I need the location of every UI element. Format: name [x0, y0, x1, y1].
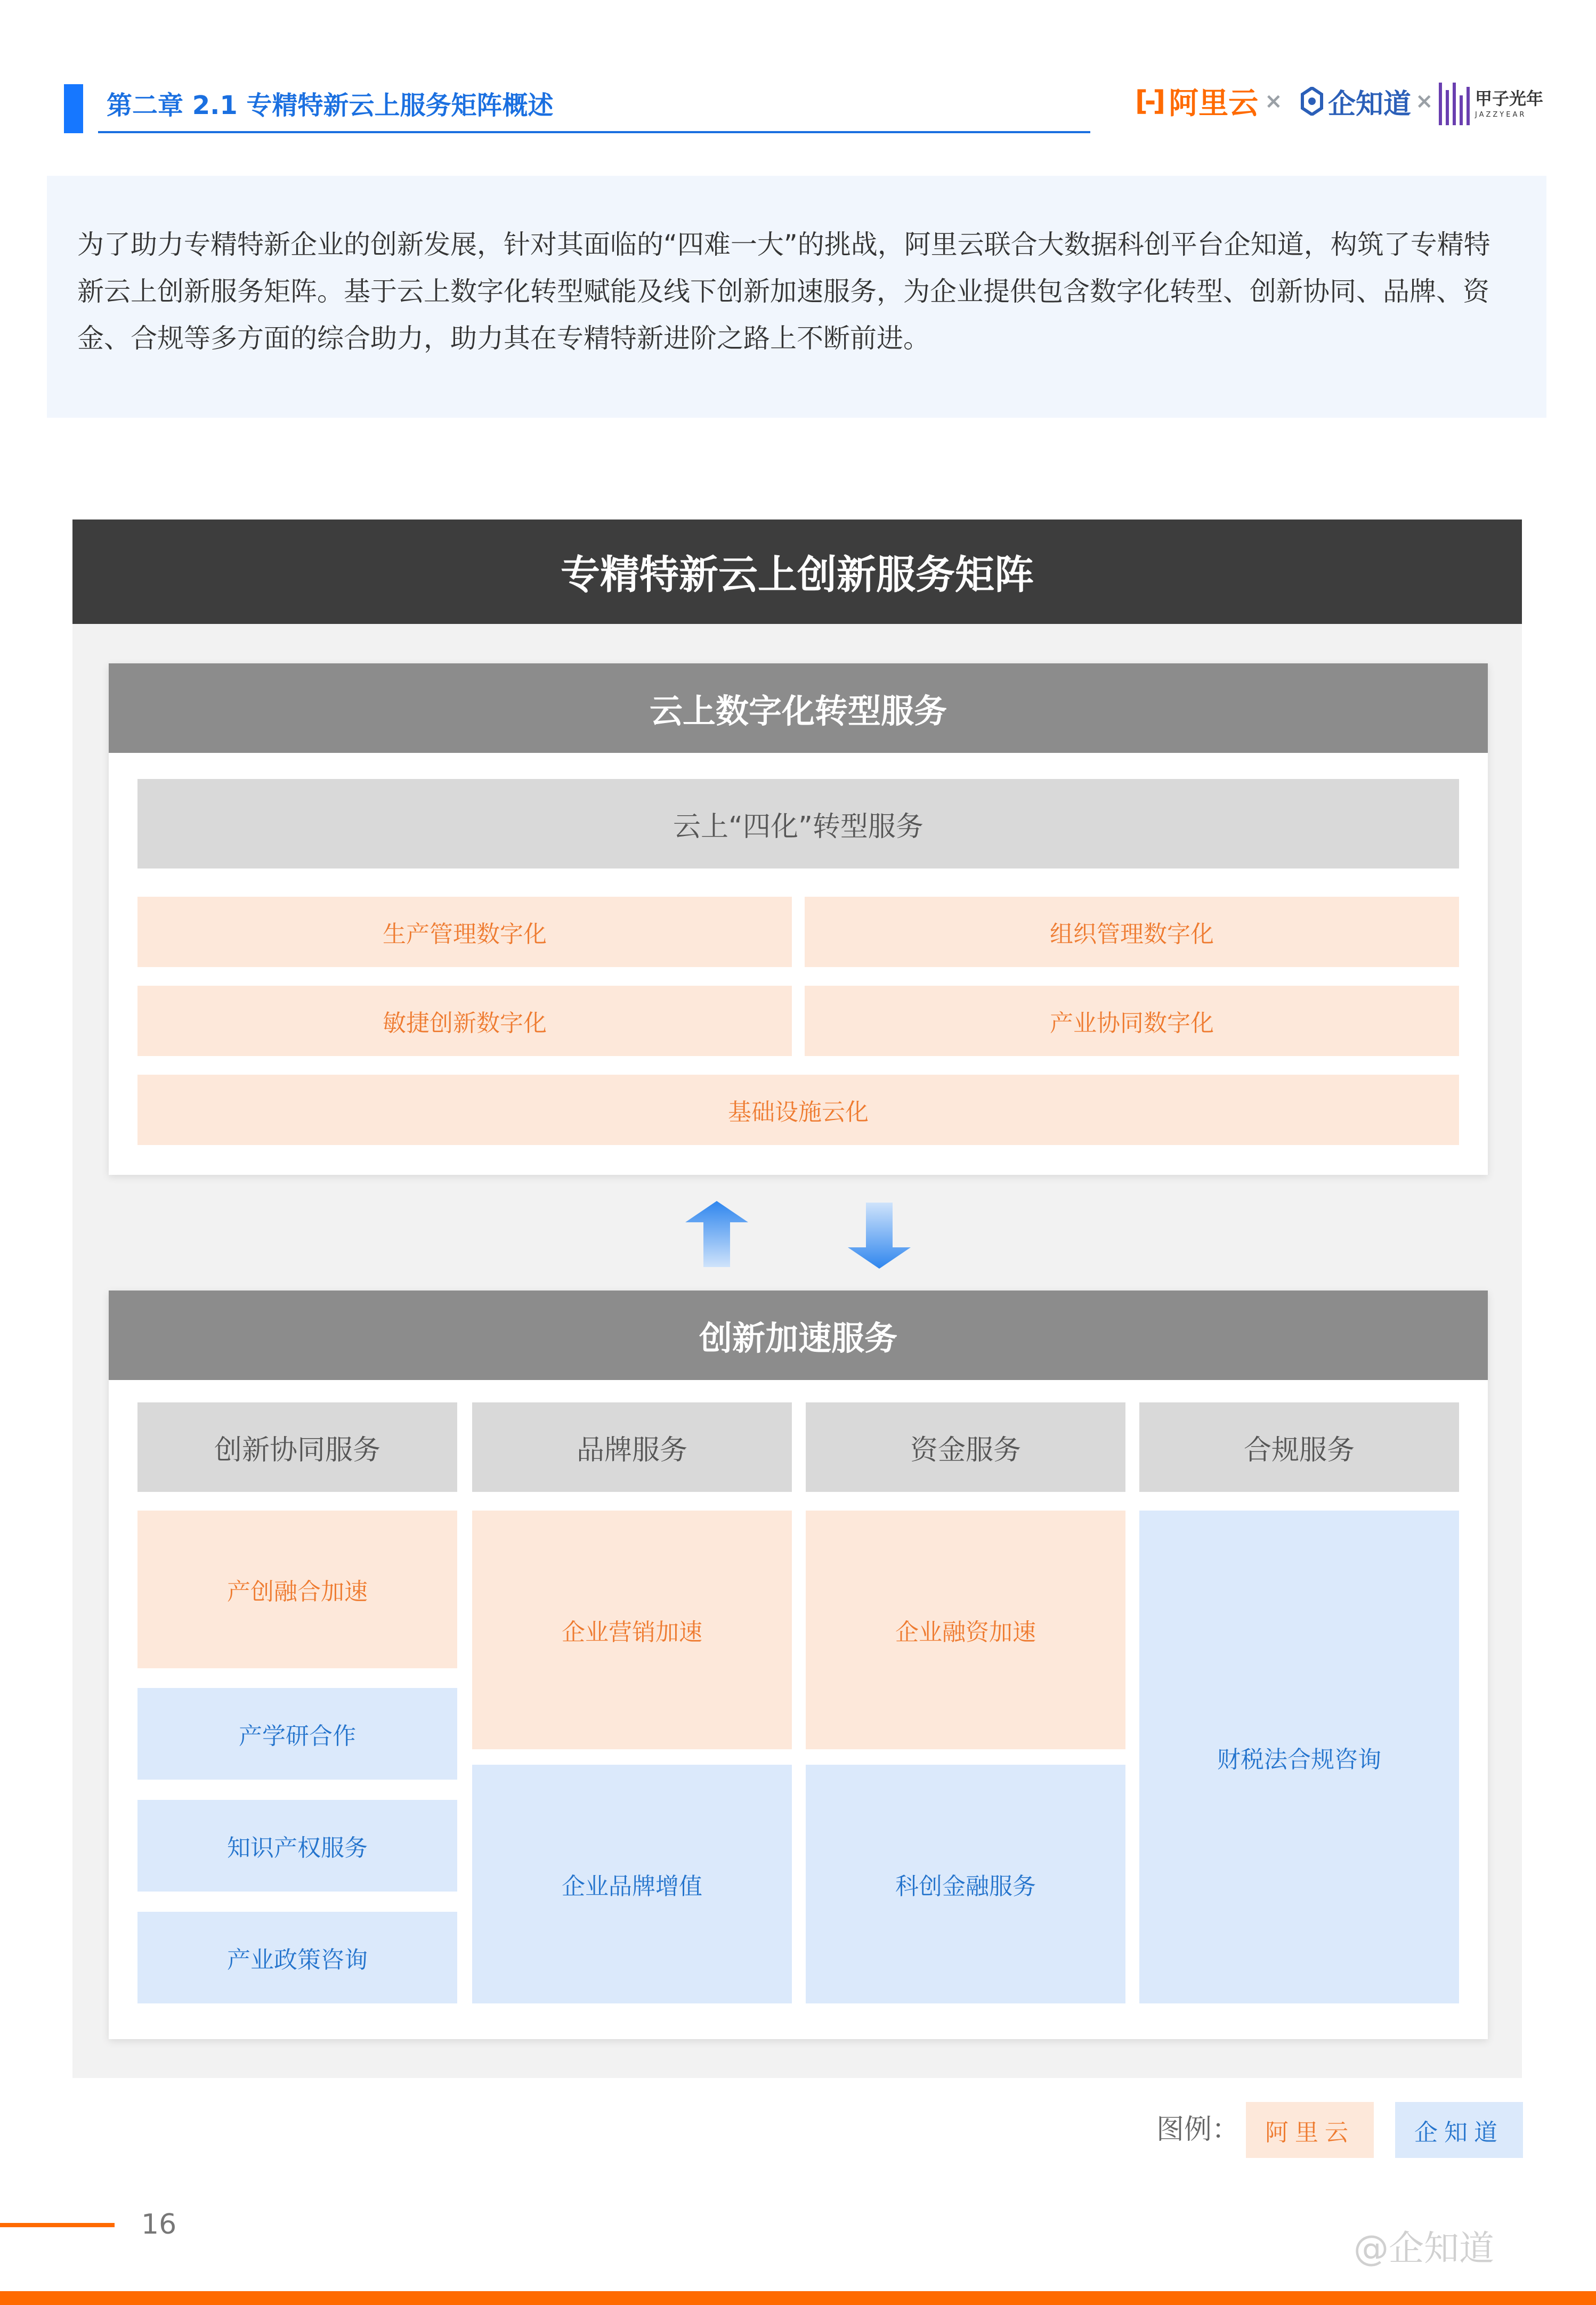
- aliyun-bracket-icon: [-]: [1135, 85, 1163, 117]
- service-card-qizhidao: 财税法合规咨询: [1139, 1511, 1459, 2003]
- matrix-title: 专精特新云上创新服务矩阵: [72, 520, 1522, 624]
- service-card-aliyun: 生产管理数字化: [137, 897, 792, 967]
- qizhidao-logo-text: 企知道: [1328, 88, 1412, 120]
- column-header: 创新协同服务: [137, 1402, 457, 1492]
- innovation-section-title: 创新加速服务: [109, 1291, 1488, 1380]
- column-header: 合规服务: [1139, 1402, 1459, 1492]
- jiazi-logo-en: JAZZYEAR: [1475, 110, 1527, 119]
- qizhidao-mark-icon: [1300, 87, 1324, 116]
- service-card-qizhidao: 知识产权服务: [137, 1800, 457, 1892]
- legend-qizhidao: 企知道: [1395, 2102, 1523, 2158]
- service-card-qizhidao: 科创金融服务: [806, 1765, 1125, 2003]
- service-card-aliyun: 产业协同数字化: [805, 986, 1459, 1056]
- legend-aliyun: 阿里云: [1246, 2102, 1374, 2158]
- service-card-aliyun: 产创融合加速: [137, 1511, 457, 1668]
- logo-separator: ×: [1265, 89, 1283, 113]
- page-number: 16: [141, 2209, 177, 2241]
- aliyun-logo-text: 阿里云: [1169, 86, 1259, 121]
- service-card-aliyun: 敏捷创新数字化: [137, 986, 792, 1056]
- service-card-qizhidao: 产学研合作: [137, 1688, 457, 1780]
- header-underline: [98, 131, 1090, 133]
- header-accent-bar: [64, 84, 83, 133]
- column-header: 品牌服务: [472, 1402, 792, 1492]
- watermark: @企知道: [1354, 2228, 1494, 2269]
- jiazi-bars-icon: [1439, 83, 1470, 125]
- digital-section-title: 云上数字化转型服务: [109, 663, 1488, 753]
- service-card-qizhidao: 产业政策咨询: [137, 1912, 457, 2003]
- service-card-aliyun: 企业融资加速: [806, 1511, 1125, 1749]
- arrow-up-icon: [682, 1199, 751, 1268]
- aliyun-logo: [1135, 80, 1283, 123]
- column-header: 资金服务: [806, 1402, 1125, 1492]
- digital-subtitle: 云上“四化”转型服务: [137, 779, 1459, 869]
- arrow-down-icon: [845, 1202, 914, 1271]
- footer-accent-line: [0, 2223, 115, 2227]
- chapter-title: 第二章 2.1 专精特新云上服务矩阵概述: [107, 91, 554, 120]
- legend-label: 图例：: [1156, 2114, 1240, 2146]
- footer-bar: [0, 2291, 1596, 2305]
- qizhidao-logo: [1300, 80, 1433, 123]
- jiazi-logo-text: 甲子光年: [1475, 88, 1544, 109]
- jiazi-logo: [1439, 80, 1543, 128]
- intro-paragraph: 为了助力专精特新企业的创新发展，针对其面临的“四难一大”的挑战，阿里云联合大数据科创平台企知道，构筑了专精特新云上创新服务矩阵。基于云上数字化转型赋能及线下创新加速服务，为企业提供包含数字化转型、创新协同、品牌、资金、合规等多方面的综合助力，助力其在专精特新进阶之路上不断前进。: [77, 229, 1490, 354]
- service-card-aliyun: 企业营销加速: [472, 1511, 792, 1749]
- logo-separator: ×: [1415, 89, 1433, 113]
- service-card-aliyun: 组织管理数字化: [805, 897, 1459, 967]
- service-card-qizhidao: 企业品牌增值: [472, 1765, 792, 2003]
- service-card-aliyun: 基础设施云化: [137, 1075, 1459, 1145]
